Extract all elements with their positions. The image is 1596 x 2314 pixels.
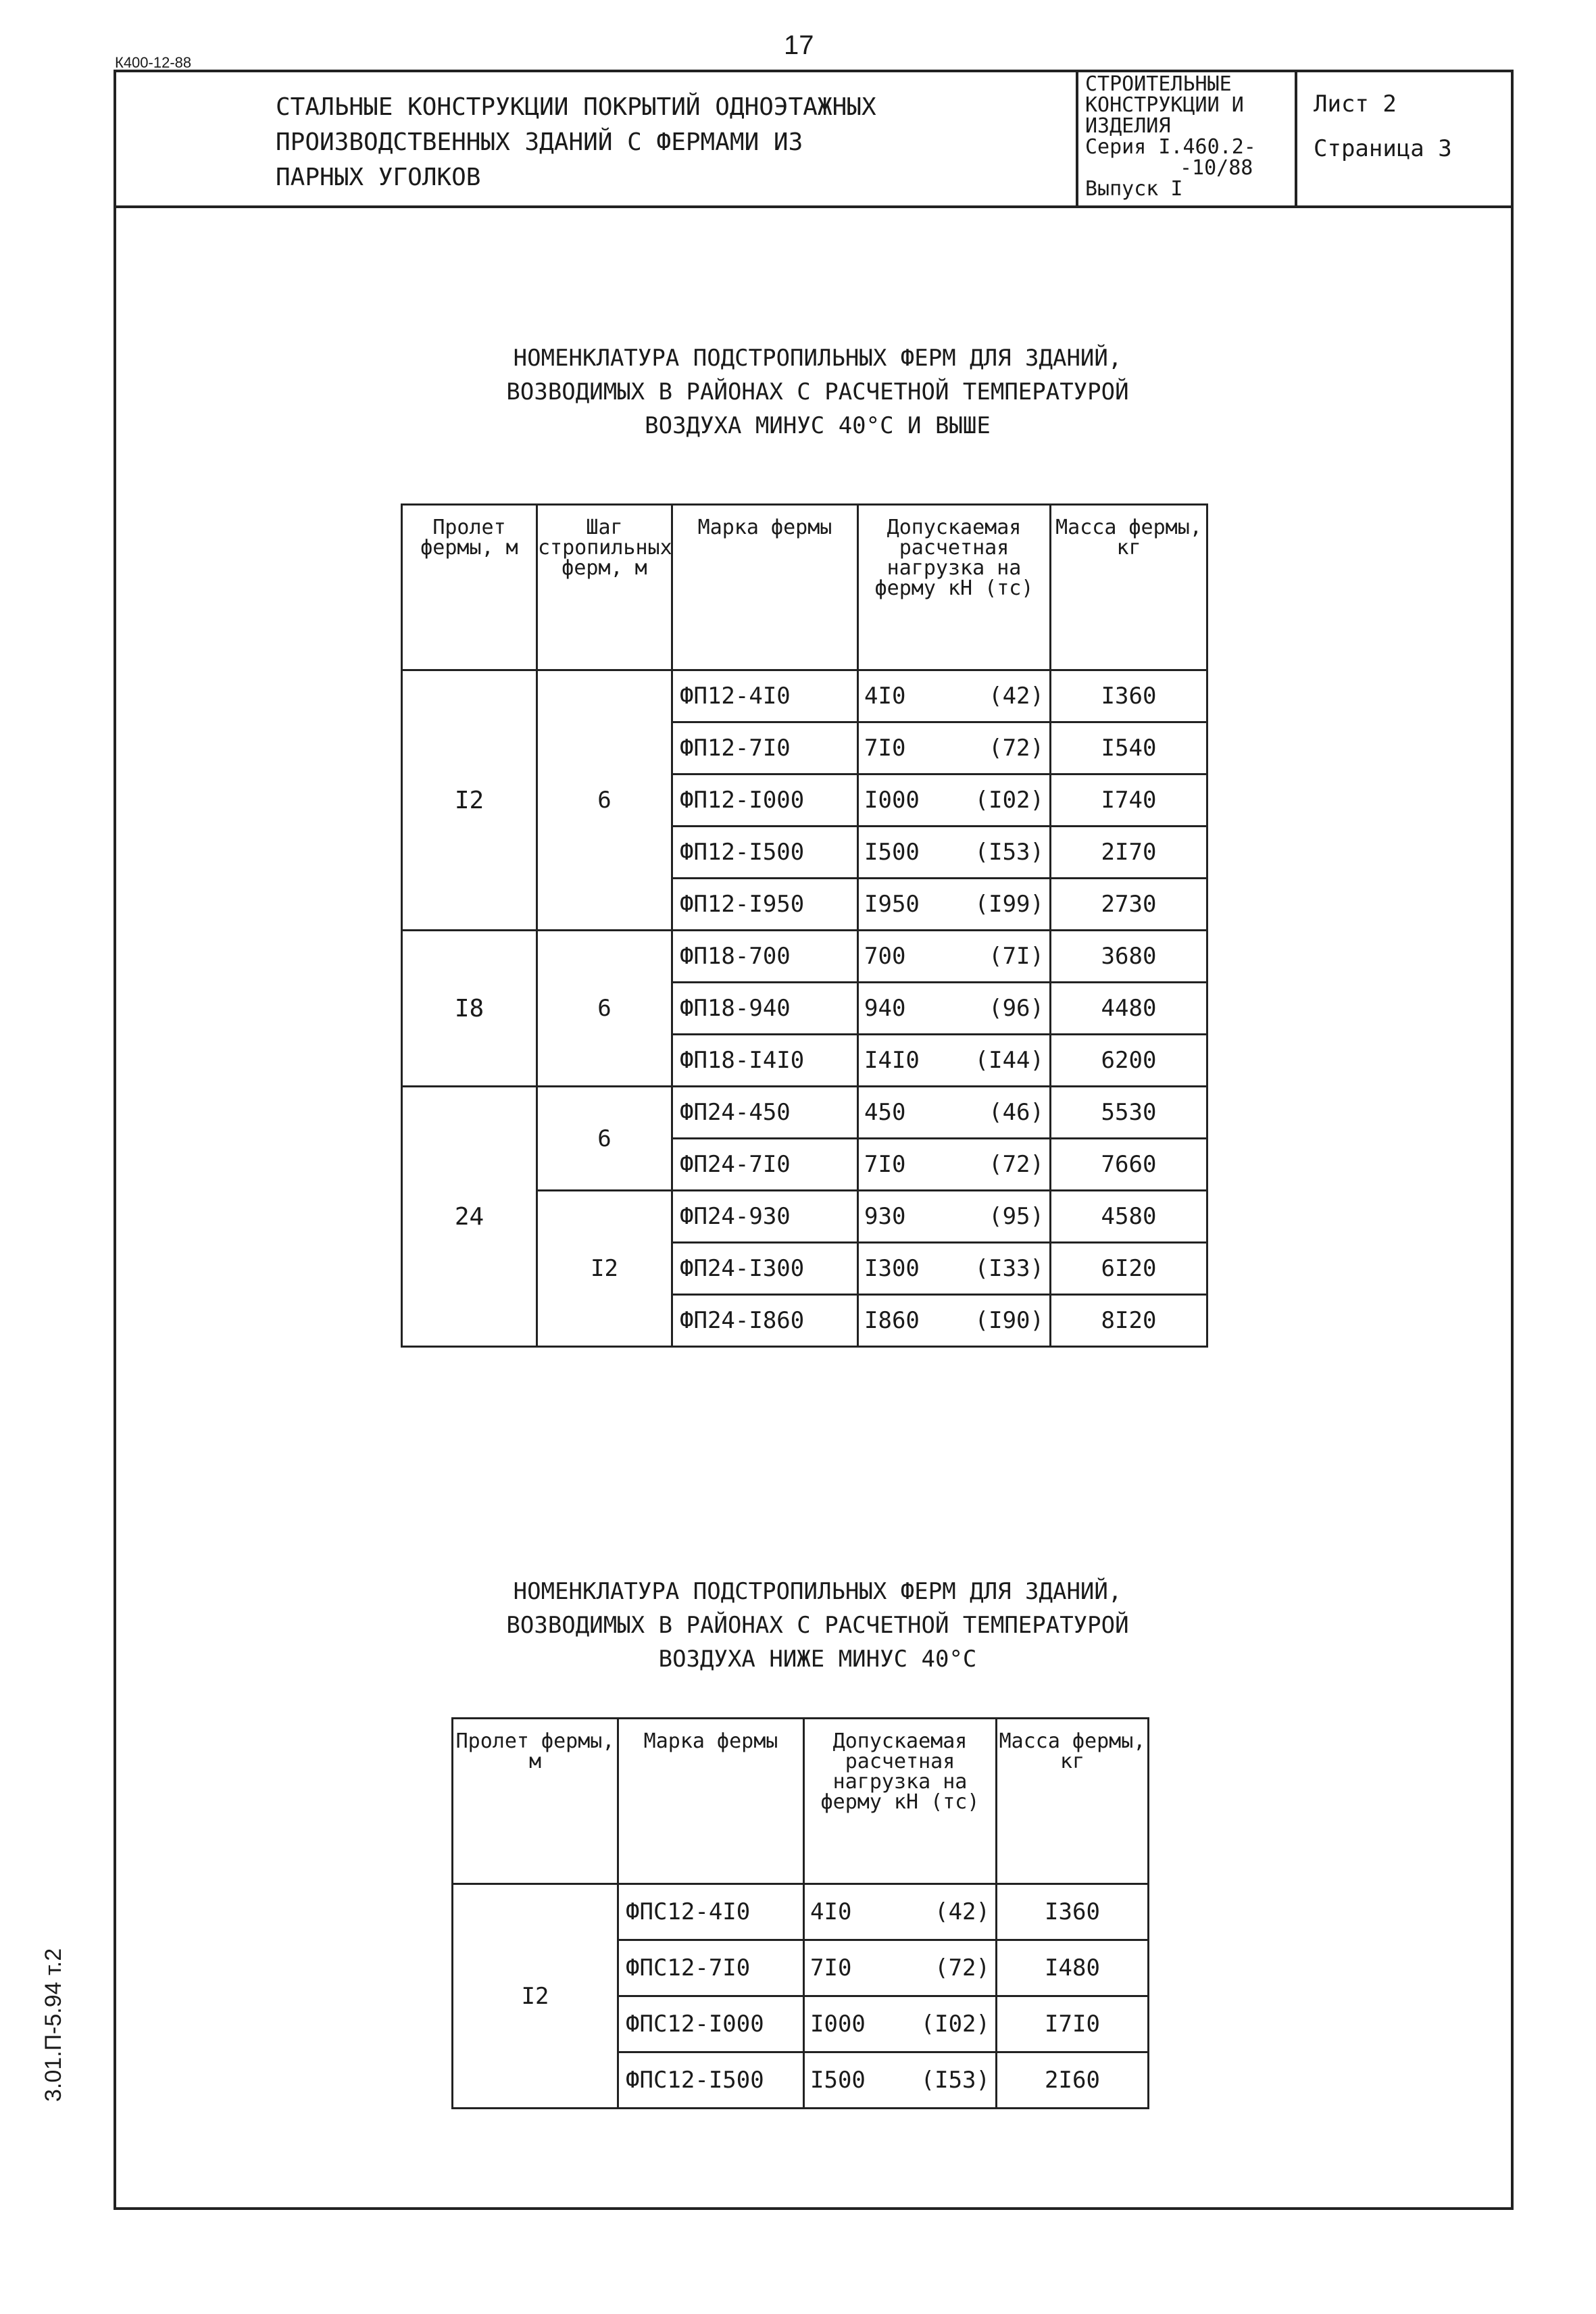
load-cell xyxy=(858,1035,1051,1087)
mark-cell: ФП24-7I0 xyxy=(672,1139,858,1191)
mass-cell: 2I60 xyxy=(997,2052,1149,2109)
load-kn: I000 xyxy=(810,2011,866,2038)
load-tc: (95) xyxy=(989,1203,1044,1230)
title-line: ПРОИЗВОДСТВЕННЫХ ЗДАНИЙ С ФЕРМАМИ ИЗ xyxy=(276,128,803,156)
table-row xyxy=(402,670,1207,722)
col-header-mark: Марка фермы xyxy=(618,1719,804,1884)
heading-line: ВОЗВОДИМЫХ В РАЙОНАХ С РАСЧЕТНОЙ ТЕМПЕРАТУРОЙ xyxy=(506,1612,1129,1639)
load-cell xyxy=(804,2052,997,2109)
mass-cell: 6I20 xyxy=(1051,1243,1207,1295)
mark-cell: ФП24-450 xyxy=(672,1087,858,1139)
load-kn: I4I0 xyxy=(864,1047,920,1074)
load-tc: (72) xyxy=(989,735,1044,762)
load-tc: (I33) xyxy=(974,1255,1044,1282)
load-tc: (I02) xyxy=(974,787,1044,814)
load-tc: (I53) xyxy=(974,839,1044,866)
mark-cell: ФП24-I860 xyxy=(672,1295,858,1347)
load-kn: 700 xyxy=(864,943,906,970)
mass-cell: I740 xyxy=(1051,774,1207,827)
mass-cell: 2730 xyxy=(1051,879,1207,931)
mass-cell: I360 xyxy=(997,1884,1149,1940)
mass-cell: I540 xyxy=(1051,722,1207,774)
mass-cell: 2I70 xyxy=(1051,827,1207,879)
load-cell xyxy=(858,1139,1051,1191)
load-tc: (42) xyxy=(989,683,1044,710)
load-tc: (I02) xyxy=(920,2011,990,2038)
heading-line: ВОЗДУХА МИНУС 40°С И ВЫШЕ xyxy=(645,412,991,439)
load-tc: (72) xyxy=(989,1151,1044,1178)
title-block-title xyxy=(114,70,1078,205)
mark-cell: ФП12-I950 xyxy=(672,879,858,931)
mark-cell: ФП18-I4I0 xyxy=(672,1035,858,1087)
mark-cell: ФП18-940 xyxy=(672,983,858,1035)
step-cell: 6 xyxy=(537,670,672,931)
load-kn: I300 xyxy=(864,1255,920,1282)
span-cell: I8 xyxy=(402,931,537,1087)
load-cell xyxy=(858,983,1051,1035)
table-row xyxy=(453,1884,1149,1940)
mass-cell: 6200 xyxy=(1051,1035,1207,1087)
mass-cell: 5530 xyxy=(1051,1087,1207,1139)
load-tc: (42) xyxy=(934,1898,990,1925)
heading-line: НОМЕНКЛАТУРА ПОДСТРОПИЛЬНЫХ ФЕРМ ДЛЯ ЗДАНИЙ, xyxy=(513,345,1122,372)
span-cell: I2 xyxy=(402,670,537,931)
load-kn: I950 xyxy=(864,891,920,918)
side-stamp: 3.01.П-5.94 т.2 xyxy=(41,1948,66,2102)
series-line: -10/88 xyxy=(1180,156,1253,180)
load-kn: 7I0 xyxy=(864,1151,906,1178)
series-line: ИЗДЕЛИЯ xyxy=(1085,114,1171,138)
load-cell xyxy=(858,1087,1051,1139)
load-kn: I500 xyxy=(810,2067,866,2094)
title-block-series xyxy=(1078,70,1297,205)
mark-cell: ФП12-7I0 xyxy=(672,722,858,774)
table-truss-nomenclature-below-minus-40 xyxy=(451,1717,1149,2109)
mass-cell: 3680 xyxy=(1051,931,1207,983)
span-cell: I2 xyxy=(453,1884,618,2109)
mark-cell: ФПС12-I000 xyxy=(618,1996,804,2052)
load-kn: I860 xyxy=(864,1307,920,1334)
col-header-load: Допускаемая расчетная нагрузка на ферму кН (тс) xyxy=(858,505,1051,670)
table-2-body xyxy=(453,1884,1149,2109)
step-cell: I2 xyxy=(537,1191,672,1347)
table-1-body xyxy=(402,670,1207,1347)
mark-cell: ФПС12-7I0 xyxy=(618,1940,804,1996)
table-1-heading xyxy=(378,341,1257,443)
table-row xyxy=(402,931,1207,983)
title-block xyxy=(114,70,1514,208)
page-label: Страница 3 xyxy=(1314,135,1452,162)
load-kn: 4I0 xyxy=(864,683,906,710)
series-line: Выпуск I xyxy=(1085,177,1183,201)
load-kn: 450 xyxy=(864,1099,906,1126)
col-header-mass: Масса фермы, кг xyxy=(997,1719,1149,1884)
load-cell xyxy=(858,931,1051,983)
heading-line: ВОЗВОДИМЫХ В РАЙОНАХ С РАСЧЕТНОЙ ТЕМПЕРАТУРОЙ xyxy=(506,378,1129,405)
load-cell xyxy=(858,879,1051,931)
load-cell xyxy=(858,827,1051,879)
load-cell xyxy=(858,722,1051,774)
mark-cell: ФП12-I000 xyxy=(672,774,858,827)
col-header-span: Пролет фермы, м xyxy=(402,505,537,670)
load-tc: (96) xyxy=(989,995,1044,1022)
sheet-number: Лист 2 xyxy=(1314,91,1397,118)
load-tc: (7I) xyxy=(989,943,1044,970)
title-line: ПАРНЫХ УГОЛКОВ xyxy=(276,164,481,191)
mark-cell: ФП24-930 xyxy=(672,1191,858,1243)
load-kn: 7I0 xyxy=(810,1954,852,1981)
title-line: СТАЛЬНЫЕ КОНСТРУКЦИИ ПОКРЫТИЙ ОДНОЭТАЖНЫХ xyxy=(276,93,876,121)
load-kn: 940 xyxy=(864,995,906,1022)
load-kn: 7I0 xyxy=(864,735,906,762)
load-kn: 4I0 xyxy=(810,1898,852,1925)
mark-cell: ФП18-700 xyxy=(672,931,858,983)
load-tc: (72) xyxy=(934,1954,990,1981)
series-line: СТРОИТЕЛЬНЫЕ xyxy=(1085,72,1232,96)
load-tc: (I99) xyxy=(974,891,1044,918)
load-cell xyxy=(858,670,1051,722)
table-truss-nomenclature-above-minus-40 xyxy=(401,503,1208,1348)
heading-line: НОМЕНКЛАТУРА ПОДСТРОПИЛЬНЫХ ФЕРМ ДЛЯ ЗДАНИЙ, xyxy=(513,1578,1122,1605)
load-cell xyxy=(804,1940,997,1996)
load-tc: (I53) xyxy=(920,2067,990,2094)
step-cell: 6 xyxy=(537,1087,672,1191)
col-header-mass: Масса фермы, кг xyxy=(1051,505,1207,670)
mark-cell: ФП12-I500 xyxy=(672,827,858,879)
load-cell xyxy=(804,1884,997,1940)
load-kn: I500 xyxy=(864,839,920,866)
load-cell xyxy=(858,1243,1051,1295)
table-row xyxy=(402,1087,1207,1139)
mass-cell: 8I20 xyxy=(1051,1295,1207,1347)
mass-cell: 4480 xyxy=(1051,983,1207,1035)
col-header-mark: Марка фермы xyxy=(672,505,858,670)
mass-cell: I480 xyxy=(997,1940,1149,1996)
load-tc: (I90) xyxy=(974,1307,1044,1334)
mass-cell: 4580 xyxy=(1051,1191,1207,1243)
table-2-heading xyxy=(378,1575,1257,1676)
series-line: Серия I.460.2- xyxy=(1085,135,1256,159)
load-kn: 930 xyxy=(864,1203,906,1230)
mass-cell: I7I0 xyxy=(997,1996,1149,2052)
mass-cell: I360 xyxy=(1051,670,1207,722)
load-cell xyxy=(858,1191,1051,1243)
document-code: К400-12-88 xyxy=(115,54,192,71)
step-cell: 6 xyxy=(537,931,672,1087)
mark-cell: ФПС12-4I0 xyxy=(618,1884,804,1940)
span-cell: 24 xyxy=(402,1087,537,1347)
col-header-load: Допускаемая расчетная нагрузка на ферму кН (тс) xyxy=(804,1719,997,1884)
mark-cell: ФП24-I300 xyxy=(672,1243,858,1295)
load-cell xyxy=(858,774,1051,827)
title-block-sheet xyxy=(1297,70,1511,205)
series-line: КОНСТРУКЦИИ И xyxy=(1085,93,1244,117)
page-number: 17 xyxy=(784,30,814,60)
col-header-span: Пролет фермы, м xyxy=(453,1719,618,1884)
load-tc: (46) xyxy=(989,1099,1044,1126)
load-tc: (I44) xyxy=(974,1047,1044,1074)
mark-cell: ФП12-4I0 xyxy=(672,670,858,722)
load-cell xyxy=(858,1295,1051,1347)
mark-cell: ФПС12-I500 xyxy=(618,2052,804,2109)
load-cell xyxy=(804,1996,997,2052)
load-kn: I000 xyxy=(864,787,920,814)
heading-line: ВОЗДУХА НИЖЕ МИНУС 40°С xyxy=(658,1646,977,1673)
mass-cell: 7660 xyxy=(1051,1139,1207,1191)
col-header-step: Шаг стропильных ферм, м xyxy=(537,505,672,670)
